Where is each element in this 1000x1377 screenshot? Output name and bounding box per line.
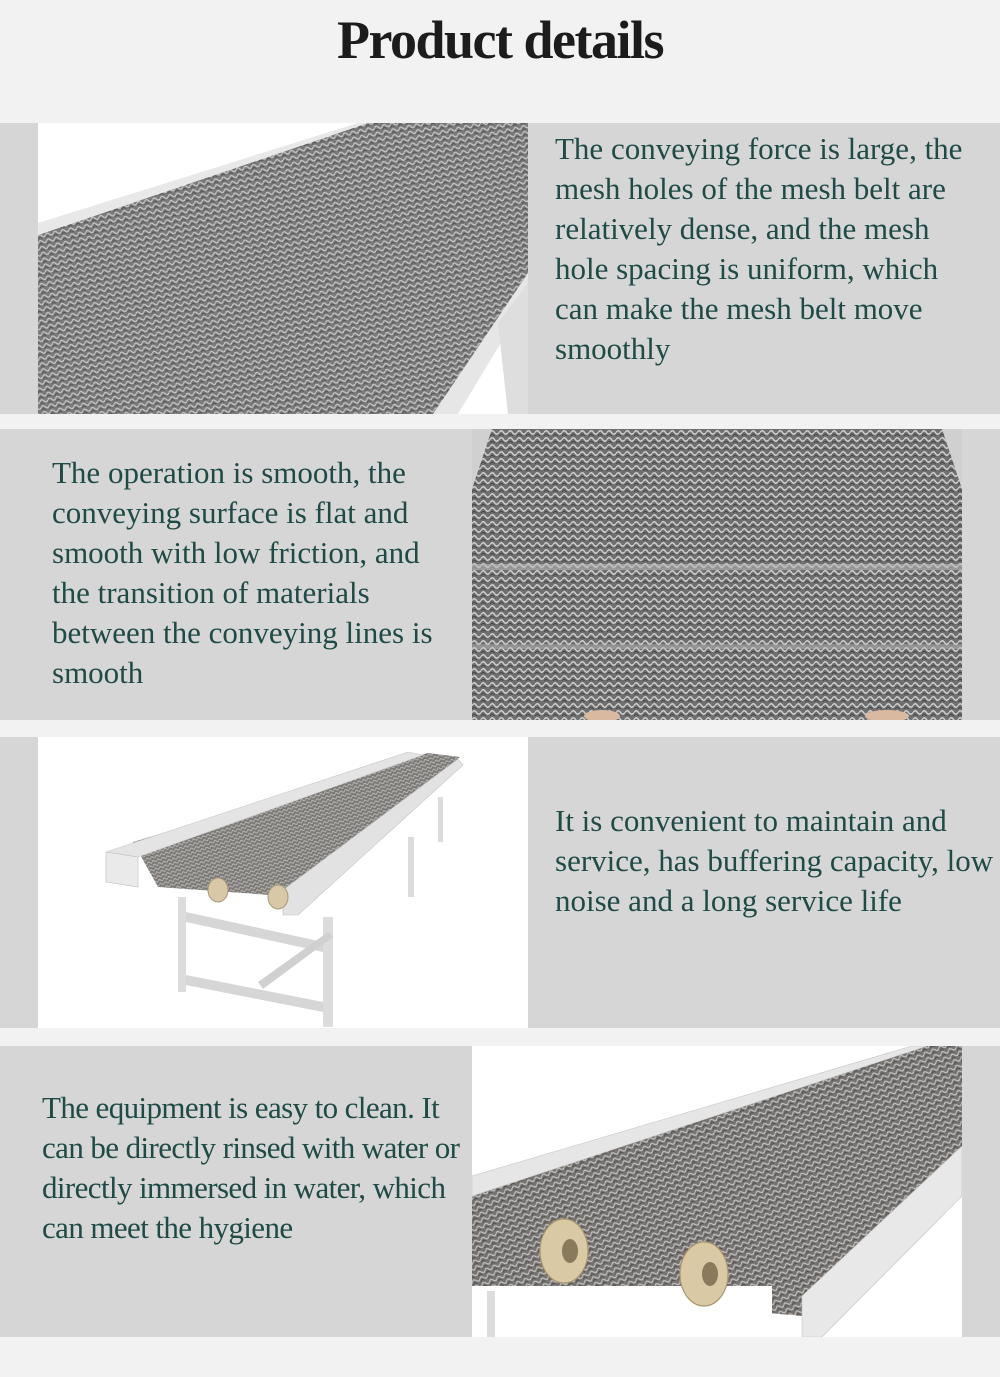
feature-section-maintenance: [0, 737, 1000, 1028]
conveyor-end-sprocket-photo: [472, 1046, 962, 1337]
feature-text: The conveying force is large, the mesh holes of the mesh belt are relatively dense, and the mesh hole spacing is uniform, which can make the mesh belt move smoothly: [555, 131, 963, 366]
page-title: Product details: [337, 10, 663, 70]
feature-section-smooth-operation: [0, 429, 1000, 720]
conveyor-image-icon: [38, 737, 528, 1028]
mesh-surface-image-icon: [472, 429, 962, 720]
mesh-belt-closeup-photo: [38, 123, 528, 414]
conveyor-end-image-icon: [472, 1046, 962, 1337]
mesh-belt-surface-photo: [472, 429, 962, 720]
feature-text: The operation is smooth, the conveying surface is flat and smooth with low friction, and the transition of materials between the conveying lines is smooth: [52, 455, 433, 690]
full-conveyor-photo: [38, 737, 528, 1028]
feature-text: It is convenient to maintain and service, has buffering capacity, low noise and a long service life: [555, 803, 994, 918]
mesh-belt-image-icon: [38, 123, 528, 414]
feature-text: The equipment is easy to clean. It can be directly rinsed with water or directly immersed in water, which can meet the hygiene: [42, 1090, 460, 1245]
feature-section-easy-clean: [0, 1046, 1000, 1337]
feature-section-conveying-force: [0, 123, 1000, 414]
